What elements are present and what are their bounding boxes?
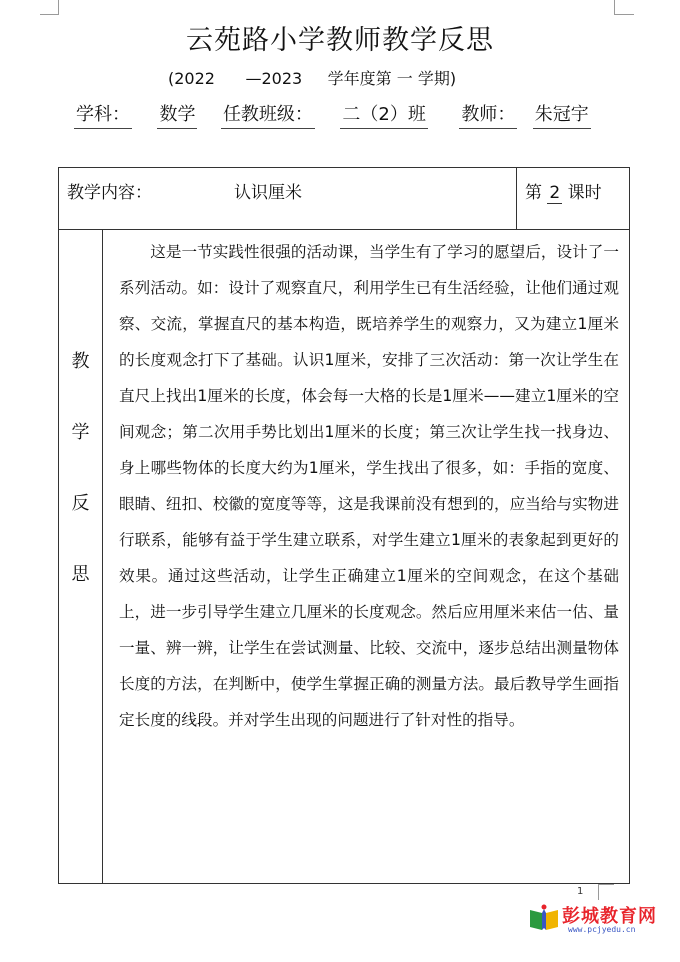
document-title: 云苑路小学教师教学反思 — [186, 25, 494, 56]
watermark-url: www.pcjyedu.cn — [568, 925, 636, 934]
corner-mark-bottom-right — [598, 884, 599, 900]
reflection-side-label — [59, 229, 102, 883]
lesson-number: 2 — [549, 183, 561, 203]
content-label: 教学内容： — [67, 183, 152, 203]
semester: 学年度第 一 学期) — [327, 69, 457, 88]
end-year: —2023 — [245, 69, 303, 88]
subject-label: 学科： — [74, 100, 132, 129]
start-year: (2022 — [168, 69, 215, 88]
school-year-line — [168, 66, 456, 89]
teacher-value: 朱冠宇 — [533, 100, 591, 129]
lesson-prefix: 第 — [525, 183, 542, 203]
lesson-suffix: 课时 — [567, 183, 602, 203]
book-logo-icon — [528, 904, 560, 932]
reflection-table — [58, 167, 630, 884]
corner-mark-top-left — [58, 0, 59, 14]
class-value: 二（2）班 — [340, 100, 427, 129]
subject-value: 数学 — [157, 100, 197, 129]
side-char-2: 学 — [71, 422, 90, 443]
corner-mark-top-right-h — [614, 14, 634, 15]
table-side-divider — [102, 229, 103, 883]
meta-line — [74, 100, 591, 129]
lesson-topic: 认识厘米 — [234, 183, 302, 203]
lesson-period — [525, 178, 602, 203]
side-char-3: 反 — [71, 493, 90, 514]
corner-mark-bottom-right-h — [598, 884, 614, 885]
corner-mark-top-right — [614, 0, 615, 14]
table-lesson-divider — [516, 168, 517, 229]
watermark-logo — [528, 902, 668, 942]
table-row-divider — [59, 229, 629, 230]
reflection-text: 这是一节实践性很强的活动课，当学生有了学习的愿望后，设计了一系列活动。如：设计了观察直尺，利用学生已有生活经验，让他们通过观察、交流，掌握直尺的基本构造，既培养学生的观察力，又为建立1厘米的长度观念打下了基础。认识1厘米，安排了三次活动：第一次让学生在直尺上找出1厘米的长度，体会每一大格的长是1厘米——建立1厘米的空间观念；第二次用手势比划出1厘米的长度；第三次让学生找一找身边、身上哪些物体的长度大约为1厘米，学生找出了很多，如：手指的宽度、眼睛、纽扣、校徽的宽度等等，这是我课前没有想到的，应当给与实物进行联系，能够有益于学生建立联系，对学生建立1厘米的表象起到更好的效果。通过这些活动，让学生正确建立1厘米的空间观念，在这个基础上，进一步引导学生建立几厘米的长度观念。然后应用厘米来估一估、量一量、辨一辨，让学生在尝试测量、比较、交流中，逐步总结出测量物体长度的方法，在判断中，使学生掌握正确的测量方法。最后教导学生画指定长度的线段。并对学生出现的问题进行了针对性的指导。 — [119, 243, 619, 729]
class-label: 任教班级： — [221, 100, 315, 129]
side-char-1: 教 — [71, 351, 90, 372]
page-number: 1 — [577, 886, 584, 897]
corner-mark-top-left-h — [40, 14, 59, 15]
side-char-4: 思 — [71, 564, 90, 585]
watermark-text: 彭城教育网 — [562, 906, 657, 927]
teacher-label: 教师： — [459, 100, 517, 129]
